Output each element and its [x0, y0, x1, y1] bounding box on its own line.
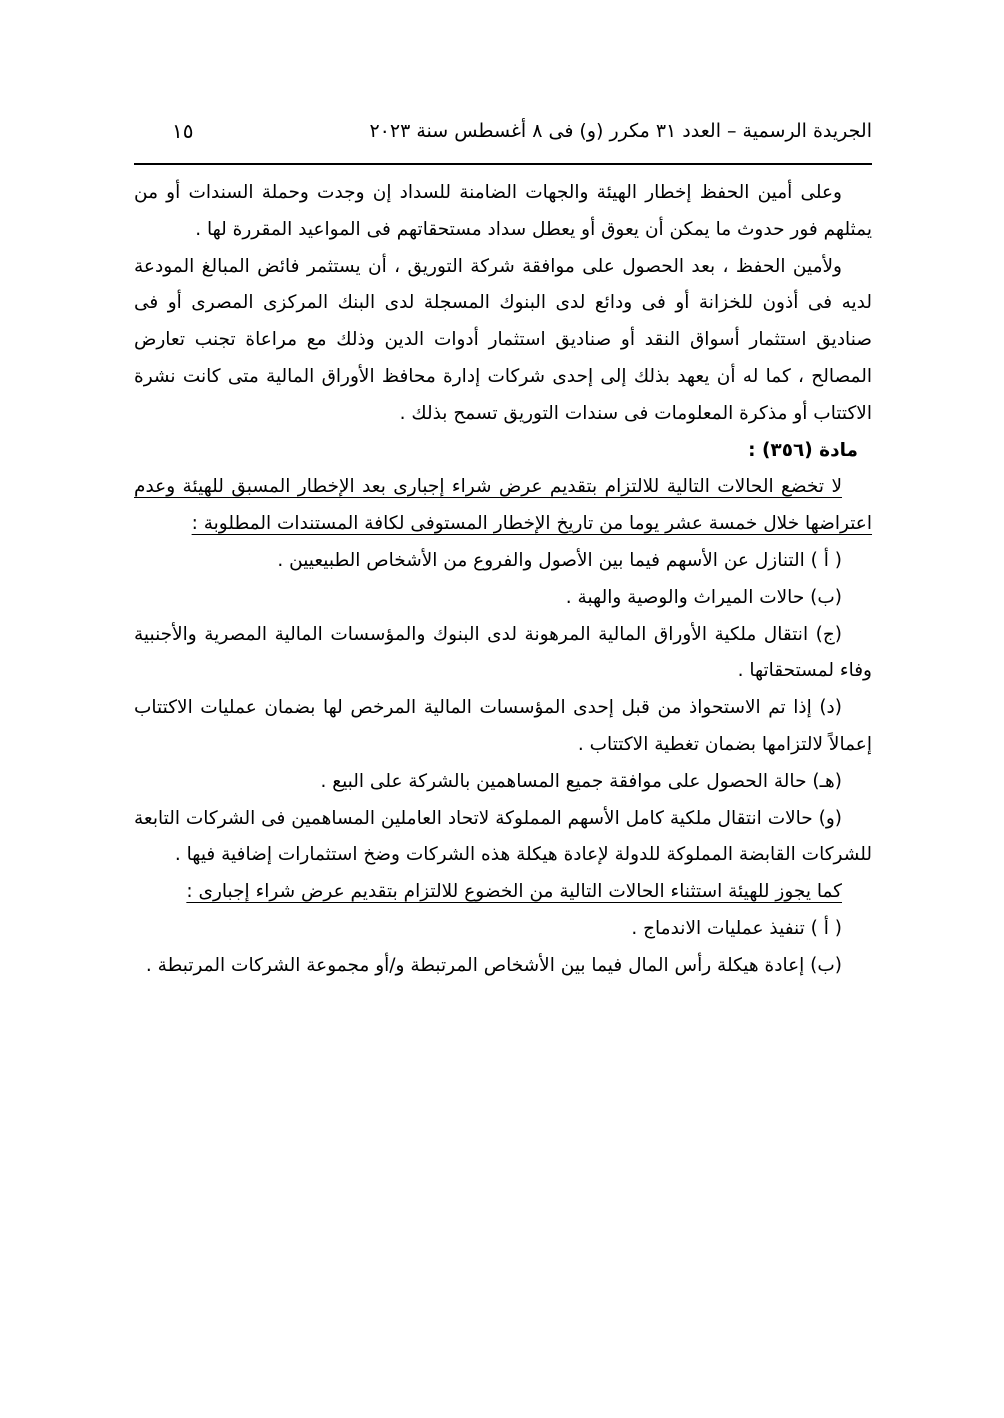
paragraph-custodian-notice: وعلى أمين الحفظ إخطار الهيئة والجهات الضامنة للسداد إن وجدت وحملة السندات أو من يمثلهم فور حدوث ما يمكن أن يعوق أو يعطل سداد مستحقاتهم فى المواعيد المقررة لها .: [134, 182, 872, 240]
list-item-h: (هـ) حالة الحصول على موافقة جميع المساهمين بالشركة على البيع .: [320, 770, 842, 792]
paragraph-custodian-investment: ولأمين الحفظ ، بعد الحصول على موافقة شركة التوريق ، أن يستثمر فائض المبالغ المودعة لديه فى أذون للخزانة أو فى ودائع لدى البنوك المسجلة لدى البنك المركزى المصرى أو فى صناديق استثمار أسواق النقد أو صناديق استثمار أدوات الدين وذلك مع مراعاة تجنب تعارض المصالح ، كما له أن يعهد بذلك إلى إحدى شركات إدارة محافظ الأوراق المالية متى كانت نشرة الاكتتاب أو مذكرة المعلومات فى سندات التوريق تسمح بذلك .: [134, 255, 872, 424]
header-divider: [134, 163, 872, 165]
list-item-a: ( أ ) التنازل عن الأسهم فيما بين الأصول والفروع من الأشخاص الطبيعيين .: [277, 549, 842, 571]
list-item-c: (ج) انتقال ملكية الأوراق المالية المرهونة لدى البنوك والمؤسسات المالية المصرية والأجنبية وفاء لمستحقاتها .: [134, 623, 872, 682]
page-number: ١٥: [172, 119, 194, 143]
list-item-b-second: (ب) إعادة هيكلة رأس المال فيما بين الأشخاص المرتبطة و/أو مجموعة الشركات المرتبطة .: [145, 954, 842, 976]
page-header: [134, 112, 872, 150]
gazette-title: الجريدة الرسمية – العدد ٣١ مكرر (و) فى ٨ أغسطس سنة ٢٠٢٣: [369, 120, 872, 142]
list-item-a-second: ( أ ) تنفيذ عمليات الاندماج .: [631, 917, 842, 939]
list-item-d: (د) إذا تم الاستحواذ من قبل إحدى المؤسسات المالية المرخص لها بضمان عمليات الاكتتاب إعمالاً لالتزامها بضمان تغطية الاكتتاب .: [134, 697, 872, 755]
paragraph-authority-exceptions: كما يجوز للهيئة استثناء الحالات التالية من الخضوع للالتزام بتقديم عرض شراء إجبارى :: [186, 881, 842, 903]
list-item-b: (ب) حالات الميراث والوصية والهبة .: [565, 586, 842, 608]
list-item-w: (و) حالات انتقال ملكية كامل الأسهم المملوكة لاتحاد العاملين المساهمين فى الشركات التابعة للشركات القابضة المملوكة للدولة لإعادة هيكلة هذه الشركات وضخ استثمارات إضافية فيها .: [134, 807, 872, 866]
paragraph-exemptions-intro: لا تخضع الحالات التالية للالتزام بتقديم عرض شراء إجبارى بعد الإخطار المسبق للهيئة وعدم اعتراضها خلال خمسة عشر يوما من تاريخ الإخطار المستوفى لكافة المستندات المطلوبة :: [134, 476, 872, 535]
article-title: مادة (٣٥٦) :: [748, 439, 858, 461]
document-page: [134, 112, 872, 985]
document-body: [134, 175, 872, 985]
